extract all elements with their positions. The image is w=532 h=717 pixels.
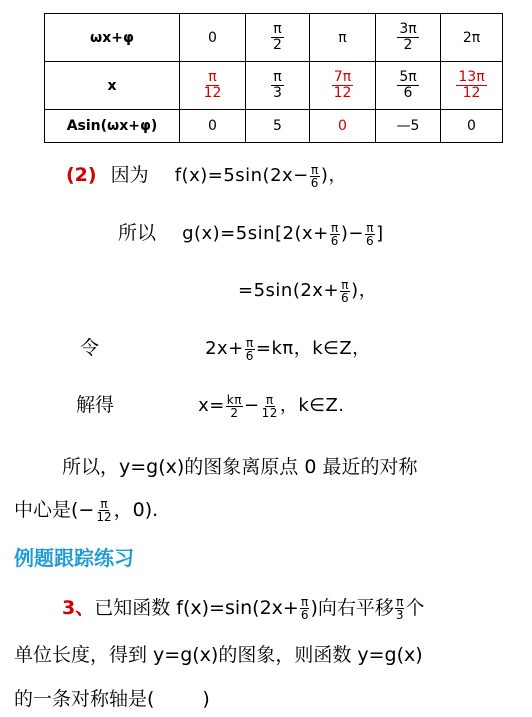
cell: $\frac{3\pi}{2}$ — [376, 14, 441, 62]
header-x: x — [45, 62, 180, 110]
cell: $\frac{13\pi}{12}$ — [441, 62, 503, 110]
question-number: 3、 — [62, 597, 95, 619]
step2-line-because — [66, 160, 347, 189]
cell: —5 — [376, 110, 441, 143]
section-title: 例题跟踪练习 — [14, 546, 134, 570]
table-row-phase — [45, 14, 503, 62]
table-row-x — [45, 62, 503, 110]
cell: $\frac{5\pi}{6}$ — [376, 62, 441, 110]
question3-line2: 单位长度，得到 y=g(x)的图象，则函数 y=g(x) — [14, 644, 423, 666]
conclusion-line2: 中心是(− $\frac{\pi}{12}$ ，0). — [14, 497, 159, 524]
step2-line-let — [80, 333, 371, 362]
table-row-value — [45, 110, 503, 143]
cell: $\frac{\pi}{3}$ — [246, 62, 310, 110]
because-word: 因为 — [110, 164, 149, 186]
step2-line-equals — [238, 276, 377, 304]
cell: 0 — [180, 14, 246, 62]
question3-line1: 3、已知函数 f(x)=sin(2x+ $\frac{\pi}{6}$ )向右平移 $\frac{\pi}{3}$ 个 — [62, 595, 425, 622]
question3-line3: 的一条对称轴是( ) — [14, 688, 210, 710]
let-word: 令 — [80, 337, 100, 359]
cell: $\frac{\pi}{2}$ — [246, 14, 310, 62]
step-label: (2) — [66, 164, 97, 186]
header-omega-x-phi: ωx+φ — [45, 14, 180, 62]
symmetry-condition: 2x+ $\frac{\pi}{6}$ =kπ，k∈Z， — [205, 335, 371, 363]
so-word: 所以 — [118, 222, 157, 244]
f-definition: f(x)=5sin(2x− $\frac{\pi}{6}$ )， — [174, 162, 347, 190]
solution: x= $\frac{k\pi}{2}$ − $\frac{\pi}{12}$ ，k∈Z. — [198, 392, 345, 420]
cell: 0 — [441, 110, 503, 143]
g-definition: g(x)=5sin[2(x+ $\frac{\pi}{6}$ )− $\frac{\pi}{6}$ ] — [182, 220, 384, 248]
cell: 2π — [441, 14, 503, 62]
step2-line-solve — [76, 390, 345, 419]
cell: 0 — [180, 110, 246, 143]
cell: $\frac{\pi}{12}$ — [180, 62, 246, 110]
value-table — [44, 13, 503, 143]
step2-line-so — [118, 218, 384, 247]
conclusion-line1: 所以，y=g(x)的图象离原点 0 最近的对称 — [62, 456, 418, 478]
cell: π — [310, 14, 376, 62]
solve-word: 解得 — [76, 394, 115, 416]
header-asin: Asin(ωx+φ) — [45, 110, 180, 143]
cell: 5 — [246, 110, 310, 143]
cell: $\frac{7\pi}{12}$ — [310, 62, 376, 110]
cell: 0 — [310, 110, 376, 143]
g-simplified: =5sin(2x+ $\frac{\pi}{6}$ )， — [238, 277, 378, 305]
